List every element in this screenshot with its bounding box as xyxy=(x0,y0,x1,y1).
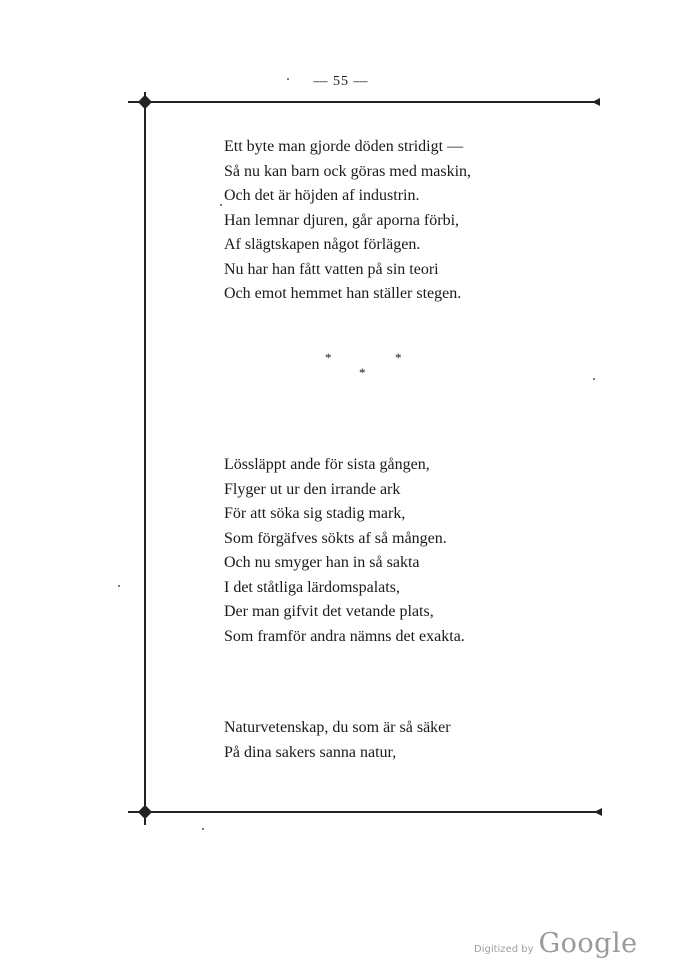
bottom-rule xyxy=(140,811,600,813)
stanza-1 xyxy=(224,135,471,307)
verse-line: Der man gifvit det vetande plats, xyxy=(224,603,434,620)
asterism-star-1: * xyxy=(325,350,332,365)
speck xyxy=(118,585,120,587)
speck xyxy=(202,828,204,830)
watermark-prefix: Digitized by xyxy=(474,944,534,955)
verse-line: Af slägtskapen något förlägen. xyxy=(224,236,421,253)
verse-line: Som framför andra nämns det exakta. xyxy=(224,627,465,645)
verse-line: Och nu smyger han in så sakta xyxy=(224,554,420,571)
top-right-ornament xyxy=(592,98,600,106)
top-rule xyxy=(140,101,598,103)
asterism-star-3: * xyxy=(359,365,366,380)
verse-line: Som förgäfves sökts af så mången. xyxy=(224,529,447,547)
watermark-brand: Google xyxy=(538,928,638,959)
verse-line: Ett byte man gjorde döden stridigt — xyxy=(224,138,464,155)
asterism-star-2: * xyxy=(395,350,402,365)
page-number: — 55 — xyxy=(313,74,369,89)
speck xyxy=(287,78,289,80)
left-border-rule xyxy=(144,92,146,825)
verse-line: På dina sakers sanna natur, xyxy=(224,743,397,761)
speck xyxy=(593,378,595,380)
speck xyxy=(220,204,222,206)
verse-line: I det ståtliga lärdomspalats, xyxy=(224,578,400,596)
google-watermark xyxy=(474,928,638,959)
stanza-2 xyxy=(224,453,465,649)
verse-line: Han lemnar djuren, går aporna förbi, xyxy=(224,211,460,229)
verse-line: Och det är höjden af industrin. xyxy=(224,187,420,204)
verse-line: Flyger ut ur den irrande ark xyxy=(224,480,401,498)
verse-line: För att söka sig stadig mark, xyxy=(224,505,406,522)
verse-line: Så nu kan barn ock göras med maskin, xyxy=(224,162,472,180)
stanza-3 xyxy=(224,716,451,765)
verse-line: Naturvetenskap, du som är så säker xyxy=(224,719,451,736)
verse-line: Lössläppt ande för sista gången, xyxy=(224,456,430,473)
bottom-right-ornament xyxy=(594,808,602,816)
verse-line: Och emot hemmet han ställer stegen. xyxy=(224,285,462,302)
verse-line: Nu har han fått vatten på sin teori xyxy=(224,260,439,278)
bottom-ornament xyxy=(138,805,152,819)
